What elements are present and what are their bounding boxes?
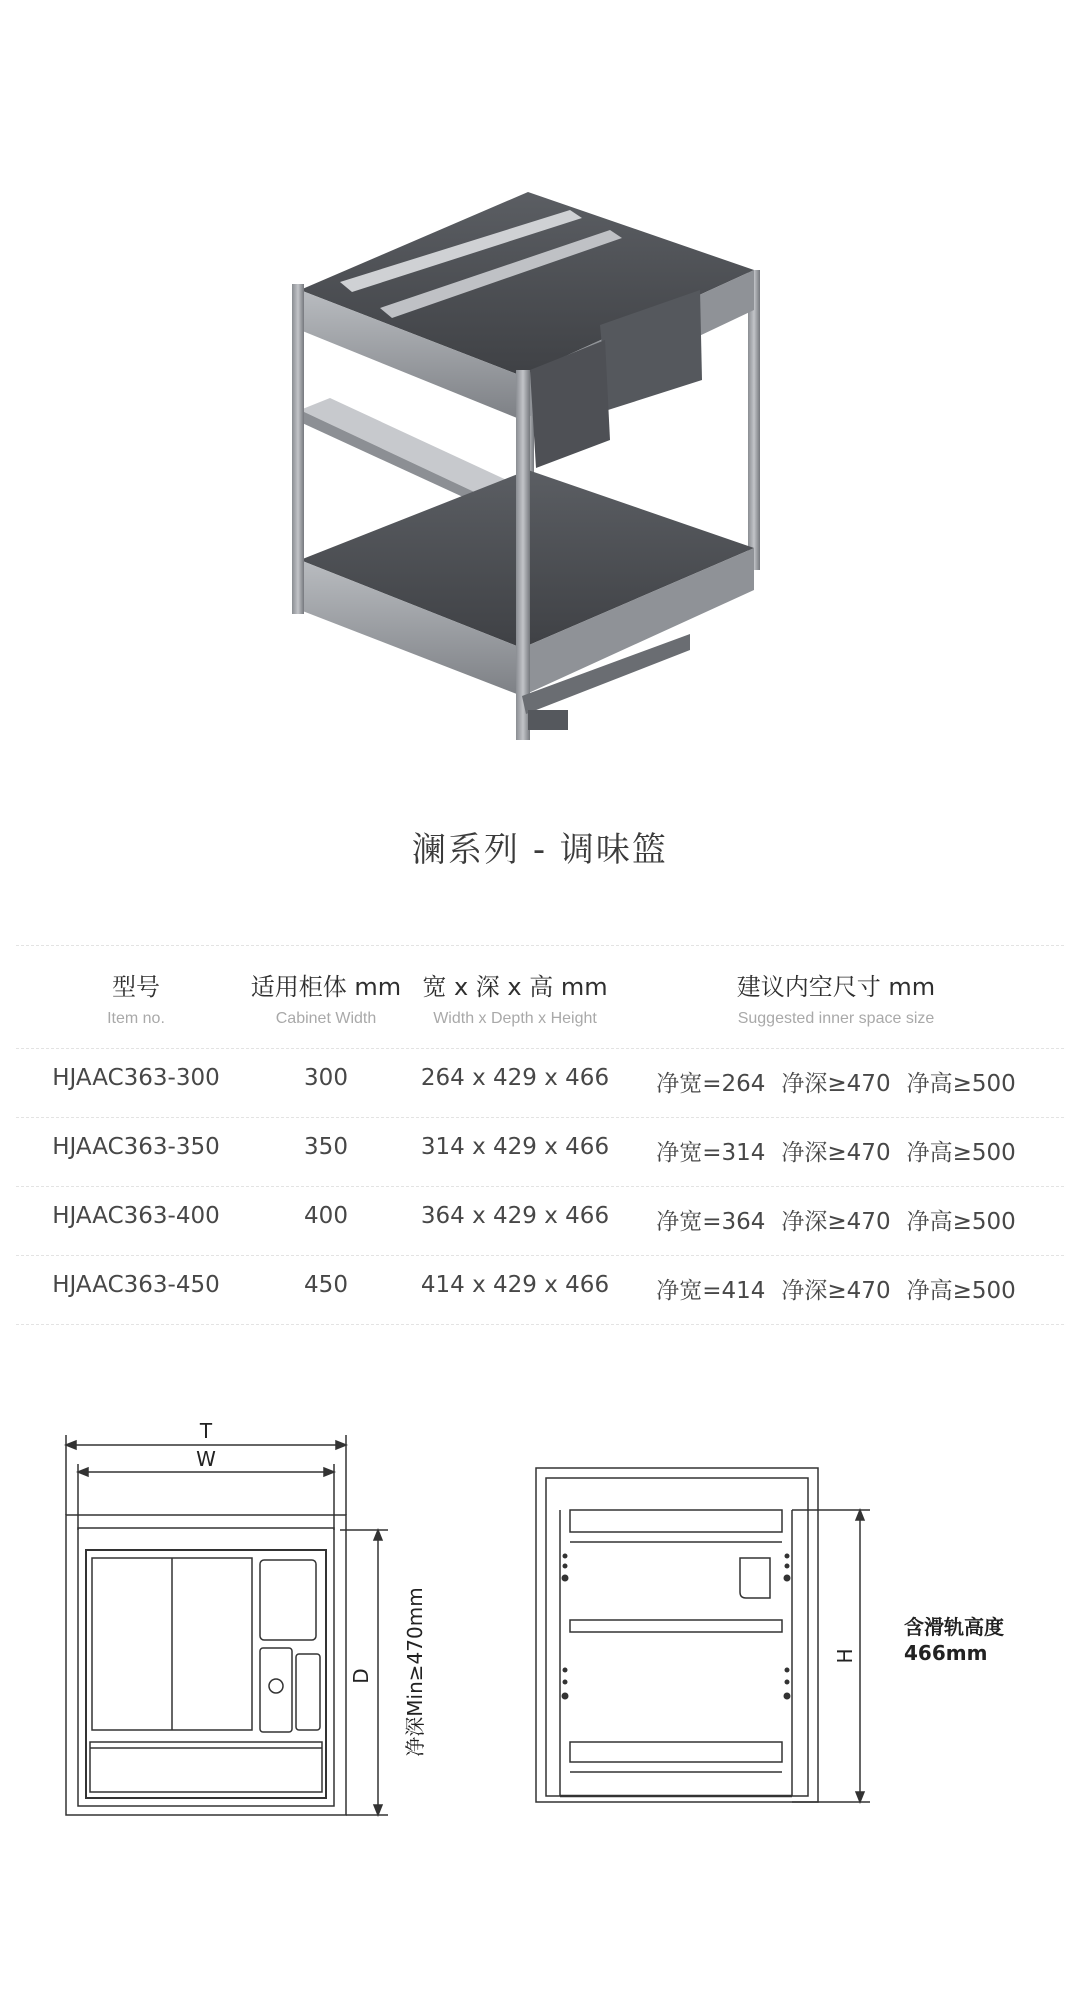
cell-inner-space bbox=[636, 1065, 1036, 1098]
front-view-drawing bbox=[530, 1460, 890, 1820]
net-height: 净高≥500 bbox=[906, 1209, 1016, 1235]
net-depth: 净深≥470 bbox=[781, 1278, 891, 1304]
table-divider bbox=[16, 1048, 1064, 1049]
cell-model: HJAAC363-450 bbox=[52, 1272, 220, 1298]
cell-cabinet: 350 bbox=[304, 1134, 348, 1160]
table-divider bbox=[16, 1324, 1064, 1325]
table-divider bbox=[16, 945, 1064, 946]
cell-inner-space bbox=[636, 1203, 1036, 1236]
table-divider bbox=[16, 1255, 1064, 1256]
net-height: 净高≥500 bbox=[906, 1071, 1016, 1097]
header-cn: 建议内空尺寸 mm bbox=[736, 973, 936, 1001]
rail-note-line2: 466mm bbox=[904, 1641, 988, 1665]
header-item-no bbox=[16, 967, 256, 1028]
label-t: T bbox=[199, 1420, 213, 1443]
header-cn: 宽 x 深 x 高 mm bbox=[422, 973, 608, 1001]
rail-note-line1: 含滑轨高度 bbox=[904, 1615, 1004, 1639]
net-width: 净宽=314 bbox=[656, 1140, 766, 1166]
label-w: W bbox=[196, 1447, 216, 1471]
cell-cabinet: 300 bbox=[304, 1065, 348, 1091]
net-depth: 净深≥470 bbox=[781, 1140, 891, 1166]
header-en: Width x Depth x Height bbox=[433, 1010, 597, 1027]
cell-size: 414 x 429 x 466 bbox=[420, 1272, 610, 1298]
cell-size: 314 x 429 x 466 bbox=[420, 1134, 610, 1160]
depth-note: 净深Min≥470mm bbox=[403, 1587, 427, 1757]
cell-cabinet: 450 bbox=[304, 1272, 348, 1298]
table-divider bbox=[16, 1117, 1064, 1118]
net-width: 净宽=264 bbox=[656, 1071, 766, 1097]
product-image bbox=[270, 180, 790, 740]
header-cn: 适用柜体 mm bbox=[250, 973, 402, 1001]
net-depth: 净深≥470 bbox=[781, 1209, 891, 1235]
net-width: 净宽=414 bbox=[656, 1278, 766, 1304]
header-cn: 型号 bbox=[112, 973, 160, 1001]
cell-size: 364 x 429 x 466 bbox=[420, 1203, 610, 1229]
label-h: H bbox=[833, 1648, 857, 1664]
cell-inner-space bbox=[636, 1272, 1036, 1305]
header-en: Item no. bbox=[107, 1010, 165, 1027]
net-height: 净高≥500 bbox=[906, 1278, 1016, 1304]
cell-size: 264 x 429 x 466 bbox=[420, 1065, 610, 1091]
header-en: Cabinet Width bbox=[275, 1010, 377, 1027]
net-height: 净高≥500 bbox=[906, 1140, 1016, 1166]
header-inner-space bbox=[636, 967, 1036, 1028]
cell-cabinet: 400 bbox=[304, 1203, 348, 1229]
header-dimensions bbox=[410, 967, 620, 1028]
cell-inner-space bbox=[636, 1134, 1036, 1167]
rail-height-note bbox=[904, 1614, 1004, 1666]
cell-model: HJAAC363-400 bbox=[52, 1203, 220, 1229]
header-en: Suggested inner space size bbox=[737, 1010, 935, 1027]
cell-model: HJAAC363-300 bbox=[52, 1065, 220, 1091]
table-divider bbox=[16, 1186, 1064, 1187]
net-width: 净宽=364 bbox=[656, 1209, 766, 1235]
net-depth: 净深≥470 bbox=[781, 1071, 891, 1097]
cell-model: HJAAC363-350 bbox=[52, 1134, 220, 1160]
product-title: 澜系列 - 调味篮 bbox=[412, 830, 668, 870]
label-d: D bbox=[349, 1668, 373, 1684]
top-view-drawing bbox=[50, 1420, 450, 1840]
header-cabinet-width bbox=[236, 967, 416, 1028]
